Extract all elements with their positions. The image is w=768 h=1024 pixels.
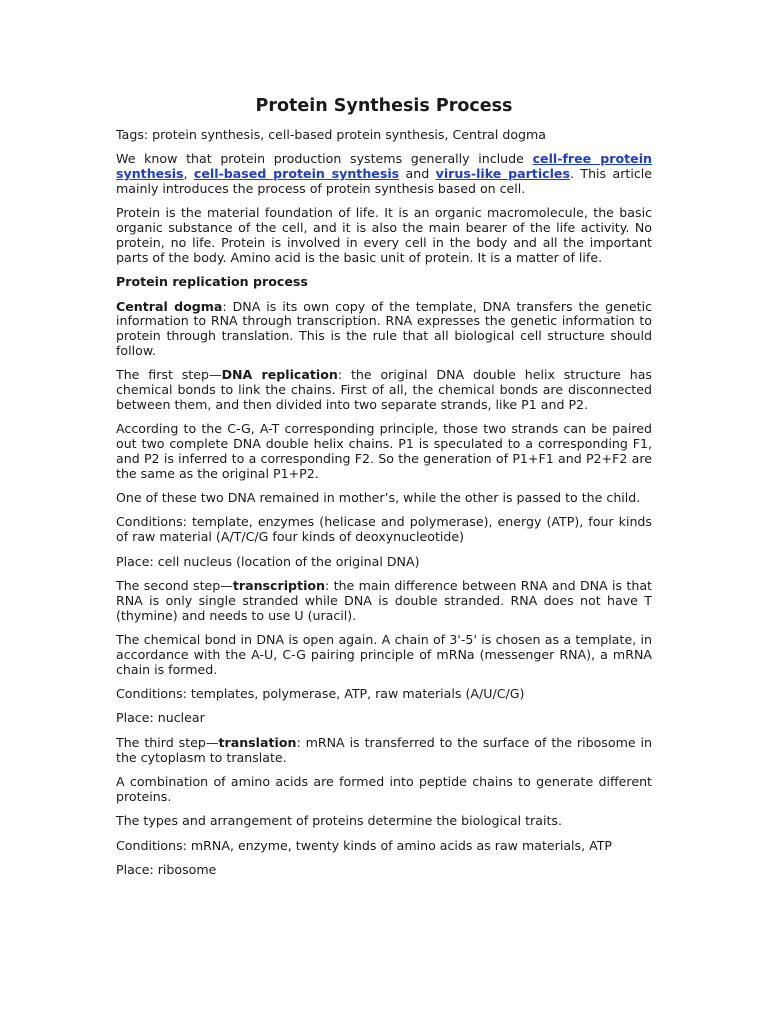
tags-line: Tags: protein synthesis, cell-based protein synthesis, Central dogma bbox=[116, 127, 547, 142]
protein-paragraph: Protein is the material foundation of life. It is an organic macromolecule, the basic organic substance of the cell, and it is also the main bearer of the life activity. No protein, no life. Protein is involved in every cell in the body and all the important parts of the body. Amino acid is the basic unit of protein. It is a matter of life. bbox=[116, 205, 652, 265]
step2-template-paragraph: The chemical bond in DNA is open again. A chain of 3'-5' is chosen as a template, in accordance with the A-U, C-G pairing principle of mRNa (messenger RNA), a mRNA chain is formed. bbox=[116, 632, 652, 677]
central-dogma-term: Central dogma bbox=[116, 298, 223, 314]
step3-conditions: Conditions: mRNA, enzyme, twenty kinds of amino acids as raw materials, ATP bbox=[116, 837, 613, 853]
intro-separator-2: and bbox=[399, 166, 436, 182]
step3-traits-paragraph: The types and arrangement of proteins determine the biological traits. bbox=[116, 813, 562, 829]
step3-peptide-paragraph: A combination of amino acids are formed into peptide chains to generate different proteins. bbox=[116, 774, 652, 804]
central-dogma-text: : DNA is its own copy of the template, DNA transfers the genetic information to RNA through transcription. RNA expresses the genetic information to protein through translation. This is the rule that all biological cell structure should follow. bbox=[116, 298, 652, 358]
step1-text: : the original DNA double helix structure has chemical bonds to link the chains. First of all, the chemical bonds are disconnected between them, and then divided into two separate strands, like P1 and P2. bbox=[116, 367, 652, 412]
step3-term: translation bbox=[218, 734, 297, 750]
step1-prefix: The first step— bbox=[116, 367, 222, 383]
step2-text: : the main difference between RNA and DNA is that RNA is only single stranded while DNA is double stranded. RNA does not have T (thymine) and needs to use U (uracil). bbox=[116, 578, 652, 623]
section-heading: Protein replication process bbox=[116, 274, 308, 290]
document-page bbox=[116, 95, 652, 887]
step1-pairing-paragraph: According to the C-G, A-T corresponding principle, those two strands can be paired out two complete DNA double helix chains. P1 is speculated to a corresponding F1, and P2 is inferred to a corresponding F2. So the generation of P1+F1 and P2+F2 are the same as the original P1+P2. bbox=[116, 421, 652, 481]
step2-conditions: Conditions: templates, polymerase, ATP, raw materials (A/U/C/G) bbox=[116, 686, 525, 702]
step1-place: Place: cell nucleus (location of the original DNA) bbox=[116, 553, 420, 569]
intro-paragraph bbox=[116, 152, 652, 196]
step1-paragraph bbox=[116, 368, 652, 412]
step2-term: transcription bbox=[232, 578, 326, 594]
link-cell-free-protein-synthesis[interactable]: cell-free protein synthesis bbox=[116, 151, 652, 182]
intro-text-after: . This article mainly introduces the process of protein synthesis based on cell. bbox=[116, 166, 653, 196]
step1-term: DNA replication bbox=[221, 367, 338, 383]
step3-prefix: The third step— bbox=[116, 734, 219, 750]
step3-place: Place: ribosome bbox=[116, 861, 217, 877]
central-dogma-paragraph bbox=[116, 300, 652, 359]
step1-conditions: Conditions: template, enzymes (helicase and polymerase), energy (ATP), four kinds of raw material (A/T/C/G four kinds of deoxynucleotide) bbox=[116, 514, 652, 545]
step1-inheritance-paragraph: One of these two DNA remained in mother’s, while the other is passed to the child. bbox=[116, 490, 641, 506]
step2-prefix: The second step— bbox=[116, 578, 233, 594]
link-virus-like-particles[interactable]: virus-like particles bbox=[435, 166, 570, 182]
step3-text: : mRNA is transferred to the surface of the ribosome in the cytoplasm to translate. bbox=[116, 734, 652, 765]
link-cell-based-protein-synthesis[interactable]: cell-based protein synthesis bbox=[193, 166, 400, 182]
step2-paragraph bbox=[116, 579, 652, 623]
step3-paragraph bbox=[116, 736, 652, 766]
intro-text-before: We know that protein production systems generally include bbox=[116, 151, 533, 167]
intro-separator-1: , bbox=[183, 166, 194, 182]
step2-place: Place: nuclear bbox=[116, 710, 205, 726]
page-title: Protein Synthesis Process bbox=[255, 96, 513, 116]
